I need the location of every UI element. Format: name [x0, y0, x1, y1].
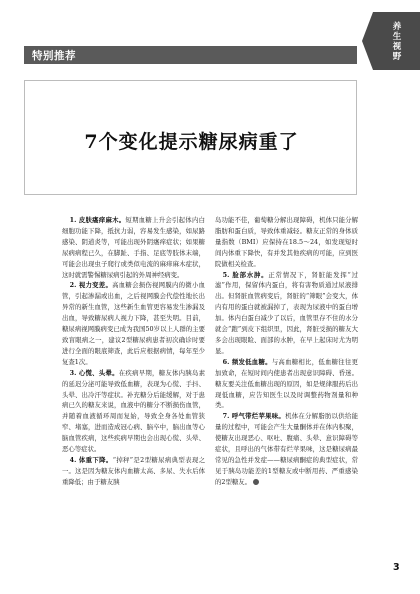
paragraph-heading: 3. 心慌、头晕。 — [69, 368, 119, 377]
article-paragraph — [62, 368, 205, 455]
title-box — [24, 80, 357, 195]
article-end-mark — [253, 479, 259, 485]
paragraph-text: 机体在分解脂肪以供给能量的过程中，可能会产生大量酮体并在体内积聚，使糖友出现恶心、呕吐、腹痛、头晕、意识障碍等症状，且呼出的气体带有烂苹果味，这是糖尿病最常见的急性并发症——糖尿病酮症的典型症状，常见于胰岛功能差的1型糖友或中断用药、严重感染的2型糖友。 — [215, 412, 358, 486]
article-column-left — [62, 215, 205, 515]
paragraph-text: “掉秤”是2型糖尿病典型表现之一。这是因为糖友体内血糖太高、多尿、失水后体重降低；由于糖友胰 — [62, 455, 205, 486]
paragraph-heading: 1. 皮肤瘙痒麻木。 — [69, 216, 126, 224]
paragraph-text: 短期血糖上升会引起体内白细胞功能下降，抵抗力弱，容易发生感染，如尿路感染、阴道炎等，可能出现外阴瘙痒症状；如果糖尿病病程已久，在脚趾、手指、足底等肢体末端，可能会出现虫子爬行或类似电流的麻痒麻木症状，这时就需警惕糖尿病引起的外周神经病变。 — [62, 216, 206, 279]
article-paragraph — [62, 280, 205, 367]
section-label: 特别推荐 — [32, 50, 76, 62]
article-paragraph — [215, 270, 358, 357]
paragraph-text: 在疾病早期，糖友体内胰岛素的延迟分泌可能导致低血糖，表现为心慌、手抖、头晕、出冷汗等症状。补充糖分后能缓解，对于患病已久的糖友来说，血液中的糖分不断损伤血管，并随着血液循环周而复始，导致全身各处血管狭窄、堵塞，进而造成冠心病、脑卒中，脑出血等心脑血管疾病，这些疾病早期也会出现心慌、头晕、恶心等症状。 — [62, 368, 206, 454]
section-header-band — [24, 46, 357, 64]
article-body — [62, 215, 358, 515]
article-paragraph — [62, 455, 205, 488]
side-tab-label: 养生视野 — [392, 22, 402, 62]
article-column-right — [215, 215, 358, 515]
paragraph-heading: 2. 视力变差。 — [69, 281, 113, 290]
page-number: 3 — [393, 562, 400, 573]
side-tab — [373, 12, 420, 70]
paragraph-text: 岛功能不佳，葡萄糖分解出现障碍，机体只能分解脂肪和蛋白质，导致体重减轻。糖友正常的身体质量指数（BMI）应保持在18.5～24，如发现短时间内体重下降快，有并发其他疾病的可能，应到医院做相关检查。 — [215, 216, 358, 268]
article-paragraph — [215, 215, 358, 270]
side-tab-notch — [362, 12, 373, 70]
paragraph-text: 高血糖会损伤视网膜内的微小血管，引起渗漏或出血，之后视网膜会代偿性地长出异常的新生血管，这些新生血管更容易发生渗漏及出血，导致糖尿病人视力下降，甚至失明。目前，糖尿病视网膜病变已成为我国50岁以上人群的主要致盲眼病之一，建议2型糖尿病患者初次确诊时要进行全面的眼底筛查，此后应根据病情，每年至少复查1次。 — [62, 281, 205, 366]
paragraph-heading: 4. 体重下降。 — [69, 455, 113, 464]
article-paragraph — [62, 215, 205, 280]
paragraph-text: 与高血糖相比，低血糖往往更加致命，在短时间内使患者出现意识障碍、昏迷。糖友要关注低血糖出现的原因，如是规律服药后出现低血糖，应告知医生以及时调整药物剂量和种类。 — [215, 357, 359, 410]
paragraph-text: 正常情况下，肾脏能发挥“过滤”作用，保留体内蛋白，将有害物质通过尿液排出。但肾脏血管病变后，肾脏的“筛眼”会变大，体内有用的蛋白就被漏掉了，表现为尿液中的蛋白增加。体内白蛋白减少了以后，血管里存不住的水分就会“跑”到皮下组织里，因此，肾脏受损的糖友大多会出现眼睑、面部的水肿，在早上起床时尤为明显。 — [215, 270, 358, 355]
article-title: 7个变化提示糖尿病重了 — [84, 131, 299, 153]
article-paragraph — [215, 357, 358, 412]
paragraph-heading: 7. 呼气带烂苹果味。 — [222, 412, 286, 421]
paragraph-heading: 6. 频发低血糖。 — [222, 357, 272, 366]
article-paragraph — [215, 411, 358, 487]
paragraph-heading: 5. 脸部水肿。 — [222, 270, 269, 279]
